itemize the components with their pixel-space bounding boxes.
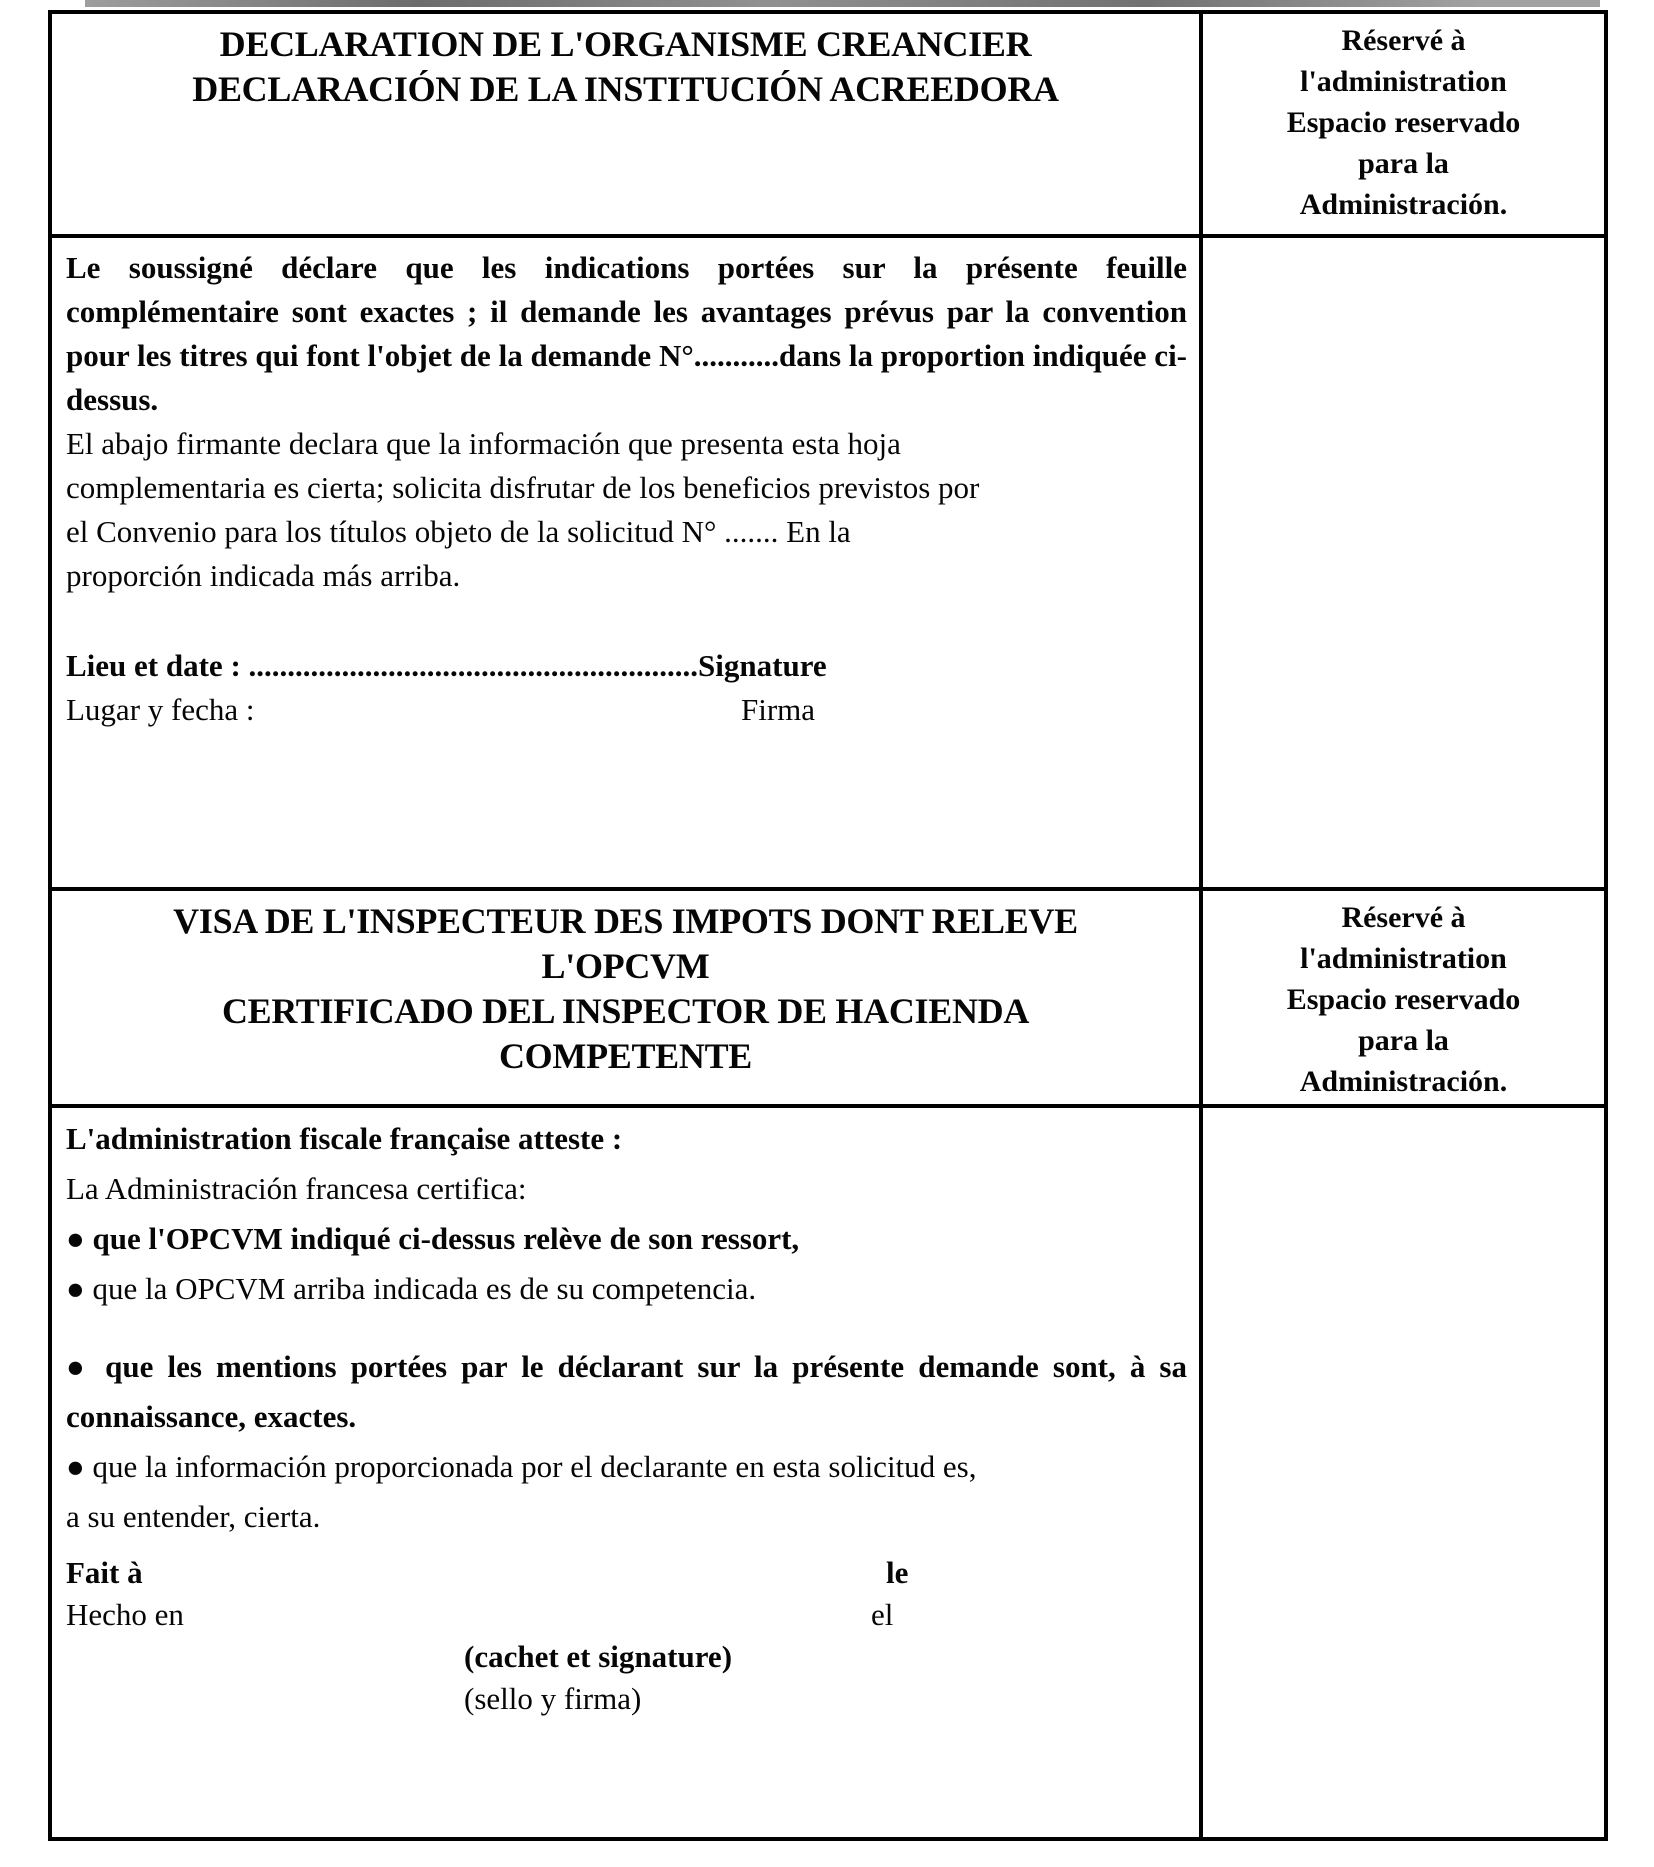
declaration-paragraph-spanish-line: complementaria es cierta; solicita disfrutar de los beneficios previstos por <box>66 470 980 505</box>
section2-title-line: COMPETENTE <box>498 1036 753 1076</box>
admin-reserved-line: para la <box>1358 1024 1449 1057</box>
hecho-en-label: Hecho en <box>66 1597 184 1632</box>
admin-reserved-line: l'administration <box>1300 942 1507 975</box>
section2-admin-reserved-space <box>1199 1104 1604 1837</box>
fait-a-label: Fait à <box>66 1555 143 1590</box>
admin-reserved-line: Espacio reservado <box>1286 106 1521 139</box>
fait-a-line <box>66 1552 1187 1594</box>
admin-reserved-line: Administración. <box>1299 188 1508 221</box>
admin-reserved-line: Administración. <box>1299 1065 1508 1098</box>
declaration-paragraph-spanish-line: el Convenio para los títulos objeto de la solicitud N° ....... En la <box>66 514 851 549</box>
declaration-paragraph-spanish-line: El abajo firmante declara que la información que presenta esta hoja <box>66 426 901 461</box>
declaration-form-table <box>48 10 1608 1841</box>
scan-artifact-top-edge <box>85 0 1600 7</box>
bullet-informacion-spanish-line: ● que la información proporcionada por el declarante en esta solicitud es, <box>66 1449 977 1484</box>
firma-label: Firma <box>741 692 816 727</box>
section2-title-line: VISA DE L'INSPECTEUR DES IMPOTS DONT RELEVE <box>173 901 1078 941</box>
section1-title-spanish: DECLARACIÓN DE LA INSTITUCIÓN ACREEDORA <box>192 69 1059 109</box>
certifica-line-spanish: La Administración francesa certifica: <box>66 1171 527 1206</box>
section1-admin-reserved-header <box>1199 14 1604 234</box>
le-label: le <box>886 1555 909 1590</box>
sello-y-firma-label: (sello y firma) <box>464 1681 642 1716</box>
bullet-mentions-french: ● que les mentions portées par le déclarant sur la présente demande sont, à sa connaissance, exactes. <box>66 1349 1187 1434</box>
lieu-et-date-label: Lieu et date : <box>66 648 241 683</box>
atteste-line-french: L'administration fiscale française atteste : <box>66 1121 623 1156</box>
section1-admin-reserved-space <box>1199 234 1604 887</box>
signature-block <box>66 1552 1187 1720</box>
signature-label: Signature <box>698 648 827 683</box>
section1-title-french: DECLARATION DE L'ORGANISME CREANCIER <box>219 24 1032 64</box>
bullet-opcvm-french: ● que l'OPCVM indiqué ci-dessus relève de son ressort, <box>66 1221 800 1256</box>
bullet-informacion-spanish-line: a su entender, cierta. <box>66 1499 321 1534</box>
section2-title-line: L'OPCVM <box>541 946 710 986</box>
dotted-fill-line: .......................................................... <box>248 648 699 683</box>
admin-reserved-line: Réservé à <box>1341 901 1466 934</box>
lugar-y-fecha-line <box>66 688 1187 732</box>
section2-admin-reserved-header <box>1199 887 1604 1104</box>
section2-body-cell <box>52 1104 1199 1837</box>
admin-reserved-line: l'administration <box>1300 65 1507 98</box>
admin-reserved-line: para la <box>1358 147 1449 180</box>
hecho-en-line <box>66 1594 1187 1636</box>
admin-reserved-line: Espacio reservado <box>1286 983 1521 1016</box>
declaration-paragraph-spanish-line: proporción indicada más arriba. <box>66 558 461 593</box>
section2-title-line: CERTIFICADO DEL INSPECTOR DE HACIENDA <box>221 991 1030 1031</box>
el-label: el <box>871 1597 894 1632</box>
lugar-y-fecha-label: Lugar y fecha : <box>66 692 255 727</box>
bullet-opcvm-spanish: ● que la OPCVM arriba indicada es de su competencia. <box>66 1271 757 1306</box>
place-and-date-line <box>66 644 1187 688</box>
declaration-paragraph-french: Le soussigné déclare que les indications portées sur la présente feuille complémentaire sont exactes ; il demande les avantages prévus par la convention pour les titres qui font l'objet de la demande N°...........dans la proportion indiquée ci-dessus. <box>66 250 1187 417</box>
cachet-et-signature-label: (cachet et signature) <box>464 1639 733 1674</box>
admin-reserved-line: Réservé à <box>1341 24 1466 57</box>
section1-title-cell <box>52 14 1199 234</box>
section2-title-cell <box>52 887 1199 1104</box>
section1-body-cell <box>52 234 1199 887</box>
